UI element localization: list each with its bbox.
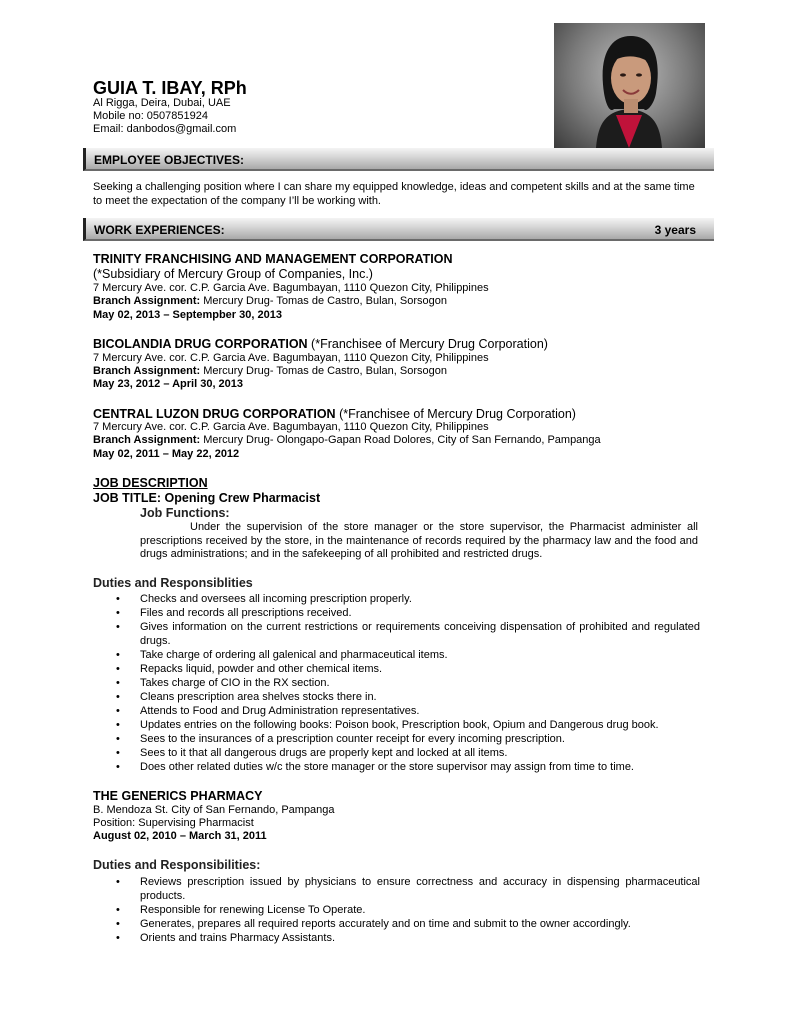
job-functions-text: Under the supervision of the store manager or the store supervisor, the Pharmacist administer all prescriptions received by the store, in the maintenance of records required by the pharmacy law and the food and drugs administrations; and in the safekeeping of all prohibited and restricted drugs. [140,521,698,560]
list-item: • Updates entries on the following books: Poison book, Prescription book, Opium and Dangerous drug book. [115,718,700,732]
company-address: 7 Mercury Ave. cor. C.P. Garcia Ave. Bagumbayan, 1110 Quezon City, Philippines [93,282,489,294]
position: Position: Supervising Pharmacist [93,817,254,829]
company-note: (*Franchisee of Mercury Drug Corporation) [307,337,548,351]
email: Email: danbodos@gmail.com [93,123,237,135]
list-item: • Sees to it that all dangerous drugs are properly kept and locked at all items. [115,746,700,760]
company-name: CENTRAL LUZON DRUG CORPORATION [93,407,336,421]
mobile-number: Mobile no: 0507851924 [93,110,208,122]
job-title: JOB TITLE: Opening Crew Pharmacist [93,491,321,505]
duties-list [115,592,700,774]
work-header-bar [83,218,714,241]
branch-label: Branch Assignment: [93,365,201,377]
objectives-text: Seeking a challenging position where I can share my equipped knowledge, ideas and competent skills and at the same time to meet the expectation of the company I’ll be working with. [93,181,695,207]
list-item: • Cleans prescription area shelves stocks there in. [115,690,700,704]
list-item: • Generates, prepares all required reports accurately and on time and submit to the owner accordingly. [115,917,700,931]
portrait-image [554,23,705,148]
company-heading [93,407,576,421]
employment-dates: August 02, 2010 – March 31, 2011 [93,830,267,842]
list-item: • Repacks liquid, powder and other chemical items. [115,662,700,676]
branch-value: Mercury Drug- Olongapo-Gapan Road Dolores, City of San Fernando, Pampanga [200,434,601,446]
profile-photo [554,23,705,148]
branch-assignment [93,295,447,308]
duties-heading: Duties and Responsiblities [93,576,253,590]
objectives-header-bar [83,148,714,171]
company-subtitle: (*Subsidiary of Mercury Group of Companies, Inc.) [93,267,373,281]
duties-heading: Duties and Responsibilities: [93,858,261,872]
employment-dates: May 02, 2011 – May 22, 2012 [93,448,240,460]
branch-value: Mercury Drug- Tomas de Castro, Bulan, Sorsogon [200,365,447,377]
company-name: THE GENERICS PHARMACY [93,789,263,803]
job-functions-heading: Job Functions: [140,506,230,520]
employment-dates: May 02, 2013 – Septempber 30, 2013 [93,309,282,321]
company-note: (*Franchisee of Mercury Drug Corporation) [335,407,576,421]
work-years: 3 years [654,223,696,237]
company-address: 7 Mercury Ave. cor. C.P. Garcia Ave. Bagumbayan, 1110 Quezon City, Philippines [93,421,489,433]
list-item: • Orients and trains Pharmacy Assistants. [115,931,700,945]
list-item: • Responsible for renewing License To Operate. [115,903,700,917]
list-item: • Gives information on the current restrictions or requirements conceiving dispensation of prohibited and regulated drugs. [115,620,700,648]
list-item: • Takes charge of CIO in the RX section. [115,676,700,690]
address: Al Rigga, Deira, Dubai, UAE [93,97,231,109]
branch-label: Branch Assignment: [93,295,201,307]
branch-assignment [93,365,447,378]
list-item: • Does other related duties w/c the store manager or the store supervisor may assign from time to time. [115,760,700,774]
branch-label: Branch Assignment: [93,434,201,446]
branch-assignment [93,434,601,447]
job-description-heading: JOB DESCRIPTION [93,476,208,490]
company-address: B. Mendoza St. City of San Fernando, Pampanga [93,804,335,816]
list-item: • Files and records all prescriptions received. [115,606,700,620]
objectives-title: EMPLOYEE OBJECTIVES: [94,153,245,167]
list-item: • Attends to Food and Drug Administration representatives. [115,704,700,718]
list-item: • Reviews prescription issued by physicians to ensure correctness and accuracy in dispensing pharmaceutical products. [115,875,700,903]
company-name: TRINITY FRANCHISING AND MANAGEMENT CORPORATION [93,252,453,266]
branch-value: Mercury Drug- Tomas de Castro, Bulan, Sorsogon [200,295,447,307]
company-name: BICOLANDIA DRUG CORPORATION [93,337,308,351]
work-title: WORK EXPERIENCES: [94,223,225,237]
list-item: • Take charge of ordering all galenical and pharmaceutical items. [115,648,700,662]
company-heading [93,337,548,351]
employment-dates: May 23, 2012 – April 30, 2013 [93,378,244,390]
duties-list [115,875,700,945]
company-address: 7 Mercury Ave. cor. C.P. Garcia Ave. Bagumbayan, 1110 Quezon City, Philippines [93,352,489,364]
candidate-name: GUIA T. IBAY, RPh [93,78,247,98]
list-item: • Checks and oversees all incoming prescription properly. [115,592,700,606]
list-item: • Sees to the insurances of a prescription counter receipt for every incoming prescription. [115,732,700,746]
